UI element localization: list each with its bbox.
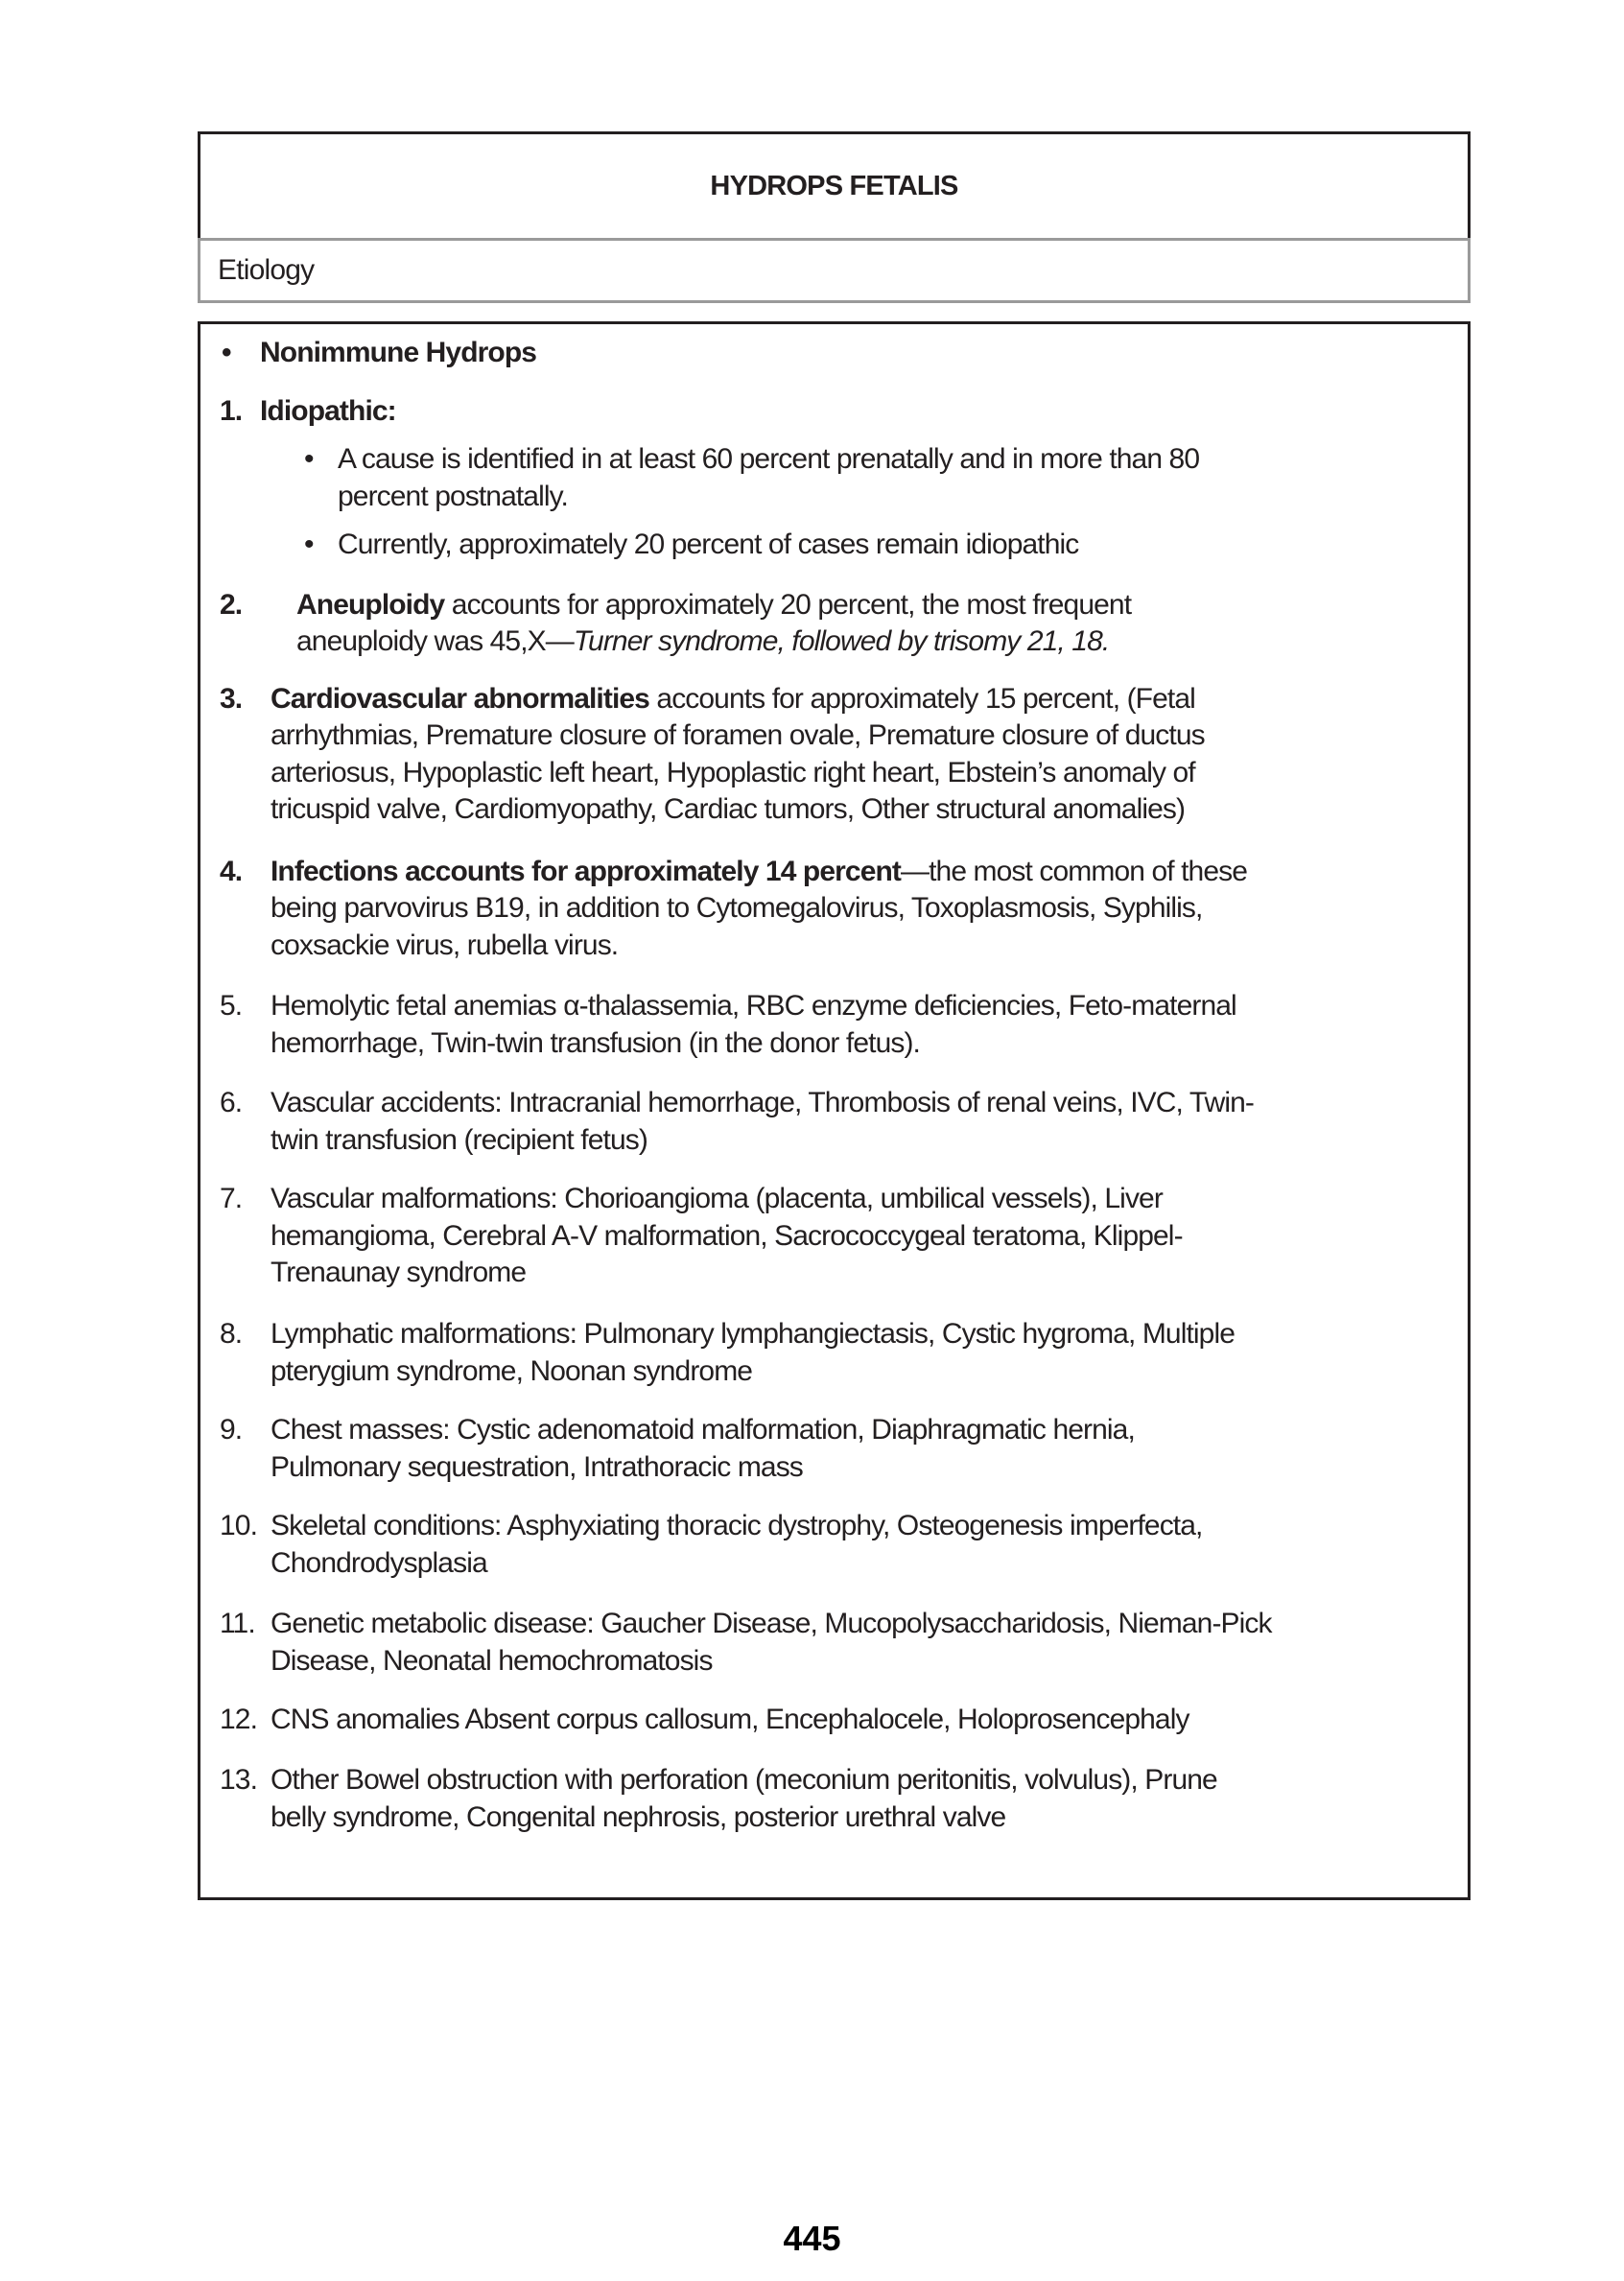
item-number: 8. bbox=[220, 1318, 243, 1350]
item-line: Other Bowel obstruction with perforation (meconium peritonitis, volvulus), Prune bbox=[271, 1764, 1217, 1796]
item-line: arrhythmias, Premature closure of foramen ovale, Premature closure of ductus bbox=[271, 719, 1205, 751]
item-bold-term: Aneuploidy bbox=[296, 589, 445, 621]
item-bold-term: Infections accounts for approximately 14 percent bbox=[271, 856, 901, 887]
page-number: 445 bbox=[783, 2219, 841, 2258]
item-number: 1. bbox=[220, 395, 243, 427]
item-line: being parvovirus B19, in addition to Cytomegalovirus, Toxoplasmosis, Syphilis, bbox=[271, 892, 1203, 924]
item-line: pterygium syndrome, Noonan syndrome bbox=[271, 1354, 753, 1387]
page-title: HYDROPS FETALIS bbox=[710, 171, 958, 201]
item-line: Hemolytic fetal anemias α-thalassemia, RBC enzyme deficiencies, Feto-maternal bbox=[271, 990, 1236, 1022]
section-label: Etiology bbox=[218, 254, 315, 286]
title-box bbox=[198, 131, 1471, 238]
item-line: Trenaunay syndrome bbox=[271, 1257, 527, 1288]
item-number: 13. bbox=[220, 1764, 258, 1796]
item-line: Pulmonary sequestration, Intrathoracic mass bbox=[271, 1450, 803, 1483]
item-text: aneuploidy was 45,X— bbox=[296, 625, 574, 657]
item-line: Skeletal conditions: Asphyxiating thoracic dystrophy, Osteogenesis imperfecta, bbox=[271, 1510, 1203, 1541]
section-label-box bbox=[198, 238, 1471, 303]
sub-item-line: Currently, approximately 20 percent of cases remain idiopathic bbox=[338, 529, 1079, 560]
item-number: 10. bbox=[220, 1510, 258, 1541]
sub-item-line: A cause is identified in at least 60 percent prenatally and in more than 80 bbox=[338, 443, 1200, 475]
item-line: Chest masses: Cystic adenomatoid malformation, Diaphragmatic hernia, bbox=[271, 1414, 1135, 1446]
item-italic-text: Turner syndrome, followed by trisomy 21, 18. bbox=[573, 625, 1110, 657]
bullet-icon: • bbox=[304, 529, 314, 560]
item-line: Vascular malformations: Chorioangioma (placenta, umbilical vessels), Liver bbox=[271, 1183, 1163, 1214]
content-box bbox=[198, 321, 1471, 1900]
item-number: 12. bbox=[220, 1704, 258, 1735]
item-line: twin transfusion (recipient fetus) bbox=[271, 1123, 647, 1156]
item-line: hemorrhage, Twin-twin transfusion (in the donor fetus). bbox=[271, 1026, 920, 1059]
item-text: accounts for approximately 20 percent, the most frequent bbox=[444, 589, 1132, 621]
item-line: Vascular accidents: Intracranial hemorrhage, Thrombosis of renal veins, IVC, Twin- bbox=[271, 1087, 1255, 1118]
item-number: 7. bbox=[220, 1183, 243, 1214]
item-number: 11. bbox=[220, 1608, 255, 1639]
item-label: Idiopathic: bbox=[260, 395, 396, 427]
item-text: —the most common of these bbox=[901, 856, 1247, 887]
item-line: Lymphatic malformations: Pulmonary lymphangiectasis, Cystic hygroma, Multiple bbox=[271, 1318, 1235, 1350]
item-line: belly syndrome, Congenital nephrosis, posterior urethral valve bbox=[271, 1800, 1006, 1833]
item-line: hemangioma, Cerebral A-V malformation, Sacrococcygeal teratoma, Klippel- bbox=[271, 1219, 1183, 1252]
item-line: Genetic metabolic disease: Gaucher Disease, Mucopolysaccharidosis, Nieman-Pick bbox=[271, 1608, 1272, 1639]
item-line: CNS anomalies Absent corpus callosum, Encephalocele, Holoprosencephaly bbox=[271, 1704, 1189, 1735]
bullet-icon: • bbox=[304, 443, 314, 475]
item-line: tricuspid valve, Cardiomyopathy, Cardiac tumors, Other structural anomalies) bbox=[271, 793, 1186, 825]
item-line: arteriosus, Hypoplastic left heart, Hypoplastic right heart, Ebstein’s anomaly of bbox=[271, 757, 1195, 788]
sub-item-line: percent postnatally. bbox=[338, 481, 568, 512]
heading-text: Nonimmune Hydrops bbox=[260, 337, 537, 368]
item-number: 6. bbox=[220, 1087, 243, 1118]
item-line: Disease, Neonatal hemochromatosis bbox=[271, 1644, 713, 1677]
bullet-icon: • bbox=[222, 337, 231, 368]
item-line: coxsackie virus, rubella virus. bbox=[271, 929, 619, 961]
item-number: 9. bbox=[220, 1414, 243, 1446]
item-number: 2. bbox=[220, 589, 243, 621]
item-number: 4. bbox=[220, 856, 243, 887]
item-text: accounts for approximately 15 percent, (Fetal bbox=[648, 683, 1195, 715]
item-bold-term: Cardiovascular abnormalities bbox=[271, 683, 649, 715]
item-line: Chondrodysplasia bbox=[271, 1546, 487, 1579]
item-number: 3. bbox=[220, 683, 243, 715]
item-number: 5. bbox=[220, 990, 243, 1022]
